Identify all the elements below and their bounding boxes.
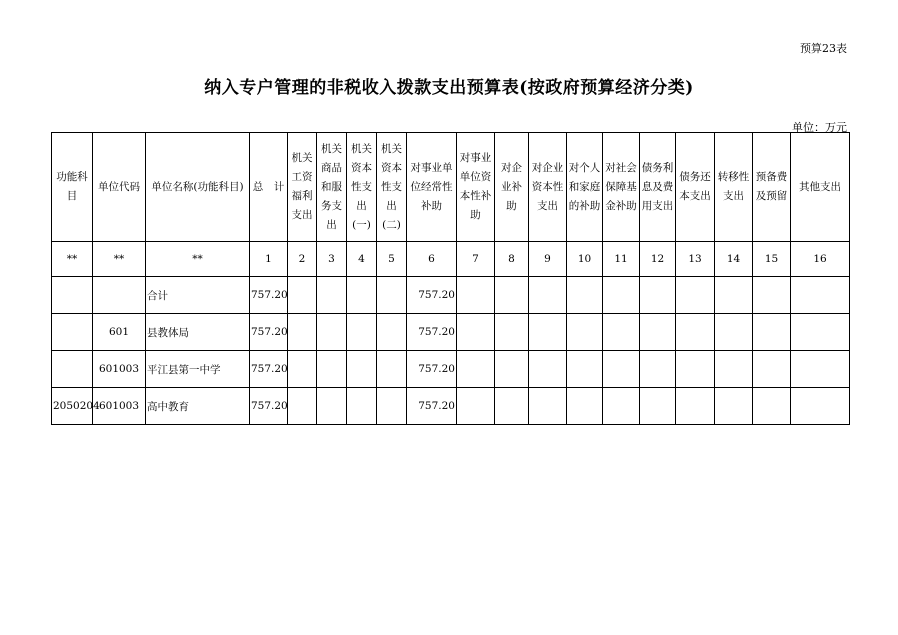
column-index-cell: 14 bbox=[715, 242, 753, 277]
column-index-cell: 4 bbox=[347, 242, 377, 277]
table-cell bbox=[791, 388, 850, 425]
table-cell bbox=[317, 388, 347, 425]
column-header: 机关资本性支出(一) bbox=[347, 133, 377, 242]
column-index-cell: 8 bbox=[495, 242, 529, 277]
table-cell bbox=[495, 388, 529, 425]
table-cell bbox=[347, 277, 377, 314]
table-cell bbox=[529, 388, 567, 425]
table-cell bbox=[640, 351, 676, 388]
table-cell bbox=[288, 388, 317, 425]
table-cell bbox=[676, 314, 715, 351]
table-cell bbox=[377, 388, 407, 425]
column-header: 对社会保障基金补助 bbox=[603, 133, 640, 242]
table-cell: 757.20 bbox=[250, 314, 288, 351]
table-cell: 601003 bbox=[93, 351, 146, 388]
column-index-row bbox=[52, 242, 850, 277]
budget-table bbox=[51, 132, 850, 425]
table-cell bbox=[715, 351, 753, 388]
table-cell: 县教体局 bbox=[146, 314, 250, 351]
table-cell bbox=[288, 277, 317, 314]
column-header: 机关商品和服务支出 bbox=[317, 133, 347, 242]
table-cell bbox=[457, 388, 495, 425]
table-row bbox=[52, 351, 850, 388]
column-header: 对个人和家庭的补助 bbox=[567, 133, 603, 242]
column-index-cell: 16 bbox=[791, 242, 850, 277]
table-cell bbox=[347, 388, 377, 425]
table-cell bbox=[791, 277, 850, 314]
table-cell bbox=[495, 314, 529, 351]
table-cell bbox=[377, 351, 407, 388]
table-cell bbox=[377, 314, 407, 351]
page-title: 纳入专户管理的非税收入拨款支出预算表(按政府预算经济分类) bbox=[204, 78, 694, 98]
table-cell bbox=[791, 314, 850, 351]
table-cell bbox=[495, 277, 529, 314]
table-row bbox=[52, 388, 850, 425]
table-cell: 757.20 bbox=[250, 277, 288, 314]
table-cell: 601 bbox=[93, 314, 146, 351]
table-cell bbox=[317, 277, 347, 314]
column-index-cell: 2 bbox=[288, 242, 317, 277]
table-cell bbox=[603, 314, 640, 351]
table-cell: 高中教育 bbox=[146, 388, 250, 425]
table-cell bbox=[676, 277, 715, 314]
table-cell bbox=[457, 351, 495, 388]
table-cell bbox=[529, 314, 567, 351]
table-cell: 757.20 bbox=[407, 351, 457, 388]
table-cell bbox=[603, 277, 640, 314]
table-cell bbox=[288, 314, 317, 351]
table-cell bbox=[753, 351, 791, 388]
table-cell bbox=[640, 314, 676, 351]
table-cell bbox=[457, 314, 495, 351]
table-cell bbox=[603, 388, 640, 425]
table-cell bbox=[753, 388, 791, 425]
column-header: 机关资本性支出(二) bbox=[377, 133, 407, 242]
column-header: 对事业单位经常性补助 bbox=[407, 133, 457, 242]
table-cell bbox=[347, 314, 377, 351]
header-row bbox=[52, 133, 850, 242]
table-cell: 合计 bbox=[146, 277, 250, 314]
table-cell bbox=[317, 314, 347, 351]
table-cell: 757.20 bbox=[250, 388, 288, 425]
table-cell: 601003 bbox=[93, 388, 146, 425]
table-cell: 757.20 bbox=[407, 314, 457, 351]
table-cell bbox=[52, 314, 93, 351]
table-cell bbox=[347, 351, 377, 388]
column-index-cell: 13 bbox=[676, 242, 715, 277]
column-header: 单位名称(功能科目) bbox=[146, 133, 250, 242]
column-header: 对企业资本性支出 bbox=[529, 133, 567, 242]
column-index-cell: ** bbox=[52, 242, 93, 277]
table-cell bbox=[640, 388, 676, 425]
table-cell bbox=[567, 277, 603, 314]
column-header: 总 计 bbox=[250, 133, 288, 242]
table-cell bbox=[715, 314, 753, 351]
column-index-cell: 1 bbox=[250, 242, 288, 277]
table-cell bbox=[676, 351, 715, 388]
form-number: 预算23表 bbox=[800, 42, 847, 55]
table-cell bbox=[288, 351, 317, 388]
table-cell bbox=[676, 388, 715, 425]
table-cell bbox=[529, 277, 567, 314]
column-header: 对企业补助 bbox=[495, 133, 529, 242]
table-cell bbox=[567, 314, 603, 351]
table-cell bbox=[495, 351, 529, 388]
table-cell bbox=[603, 351, 640, 388]
column-header: 预备费及预留 bbox=[753, 133, 791, 242]
table-cell bbox=[791, 351, 850, 388]
column-index-cell: ** bbox=[146, 242, 250, 277]
table-cell: 平江县第一中学 bbox=[146, 351, 250, 388]
unit-label: 单位：万元 bbox=[792, 121, 847, 134]
column-header: 其他支出 bbox=[791, 133, 850, 242]
table-cell: 757.20 bbox=[407, 388, 457, 425]
table-cell bbox=[52, 277, 93, 314]
column-index-cell: 10 bbox=[567, 242, 603, 277]
table-cell: 757.20 bbox=[250, 351, 288, 388]
table-cell bbox=[640, 277, 676, 314]
column-index-cell: 9 bbox=[529, 242, 567, 277]
table-cell bbox=[93, 277, 146, 314]
column-index-cell: ** bbox=[93, 242, 146, 277]
table-cell bbox=[753, 277, 791, 314]
table-cell bbox=[715, 388, 753, 425]
column-header: 债务还本支出 bbox=[676, 133, 715, 242]
table-cell bbox=[567, 351, 603, 388]
table-cell bbox=[567, 388, 603, 425]
table-cell: 2050204 bbox=[52, 388, 93, 425]
table-row bbox=[52, 314, 850, 351]
column-header: 对事业单位资本性补助 bbox=[457, 133, 495, 242]
column-index-cell: 5 bbox=[377, 242, 407, 277]
table-cell bbox=[715, 277, 753, 314]
table-cell: 757.20 bbox=[407, 277, 457, 314]
column-index-cell: 6 bbox=[407, 242, 457, 277]
column-header: 功能科目 bbox=[52, 133, 93, 242]
column-header: 债务利息及费用支出 bbox=[640, 133, 676, 242]
table-cell bbox=[317, 351, 347, 388]
column-header: 单位代码 bbox=[93, 133, 146, 242]
column-header: 转移性支出 bbox=[715, 133, 753, 242]
table-cell bbox=[529, 351, 567, 388]
column-index-cell: 7 bbox=[457, 242, 495, 277]
column-header: 机关工资福利支出 bbox=[288, 133, 317, 242]
table-cell bbox=[377, 277, 407, 314]
table-row bbox=[52, 277, 850, 314]
table-cell bbox=[52, 351, 93, 388]
table-cell bbox=[753, 314, 791, 351]
column-index-cell: 3 bbox=[317, 242, 347, 277]
column-index-cell: 11 bbox=[603, 242, 640, 277]
column-index-cell: 12 bbox=[640, 242, 676, 277]
table-cell bbox=[457, 277, 495, 314]
column-index-cell: 15 bbox=[753, 242, 791, 277]
